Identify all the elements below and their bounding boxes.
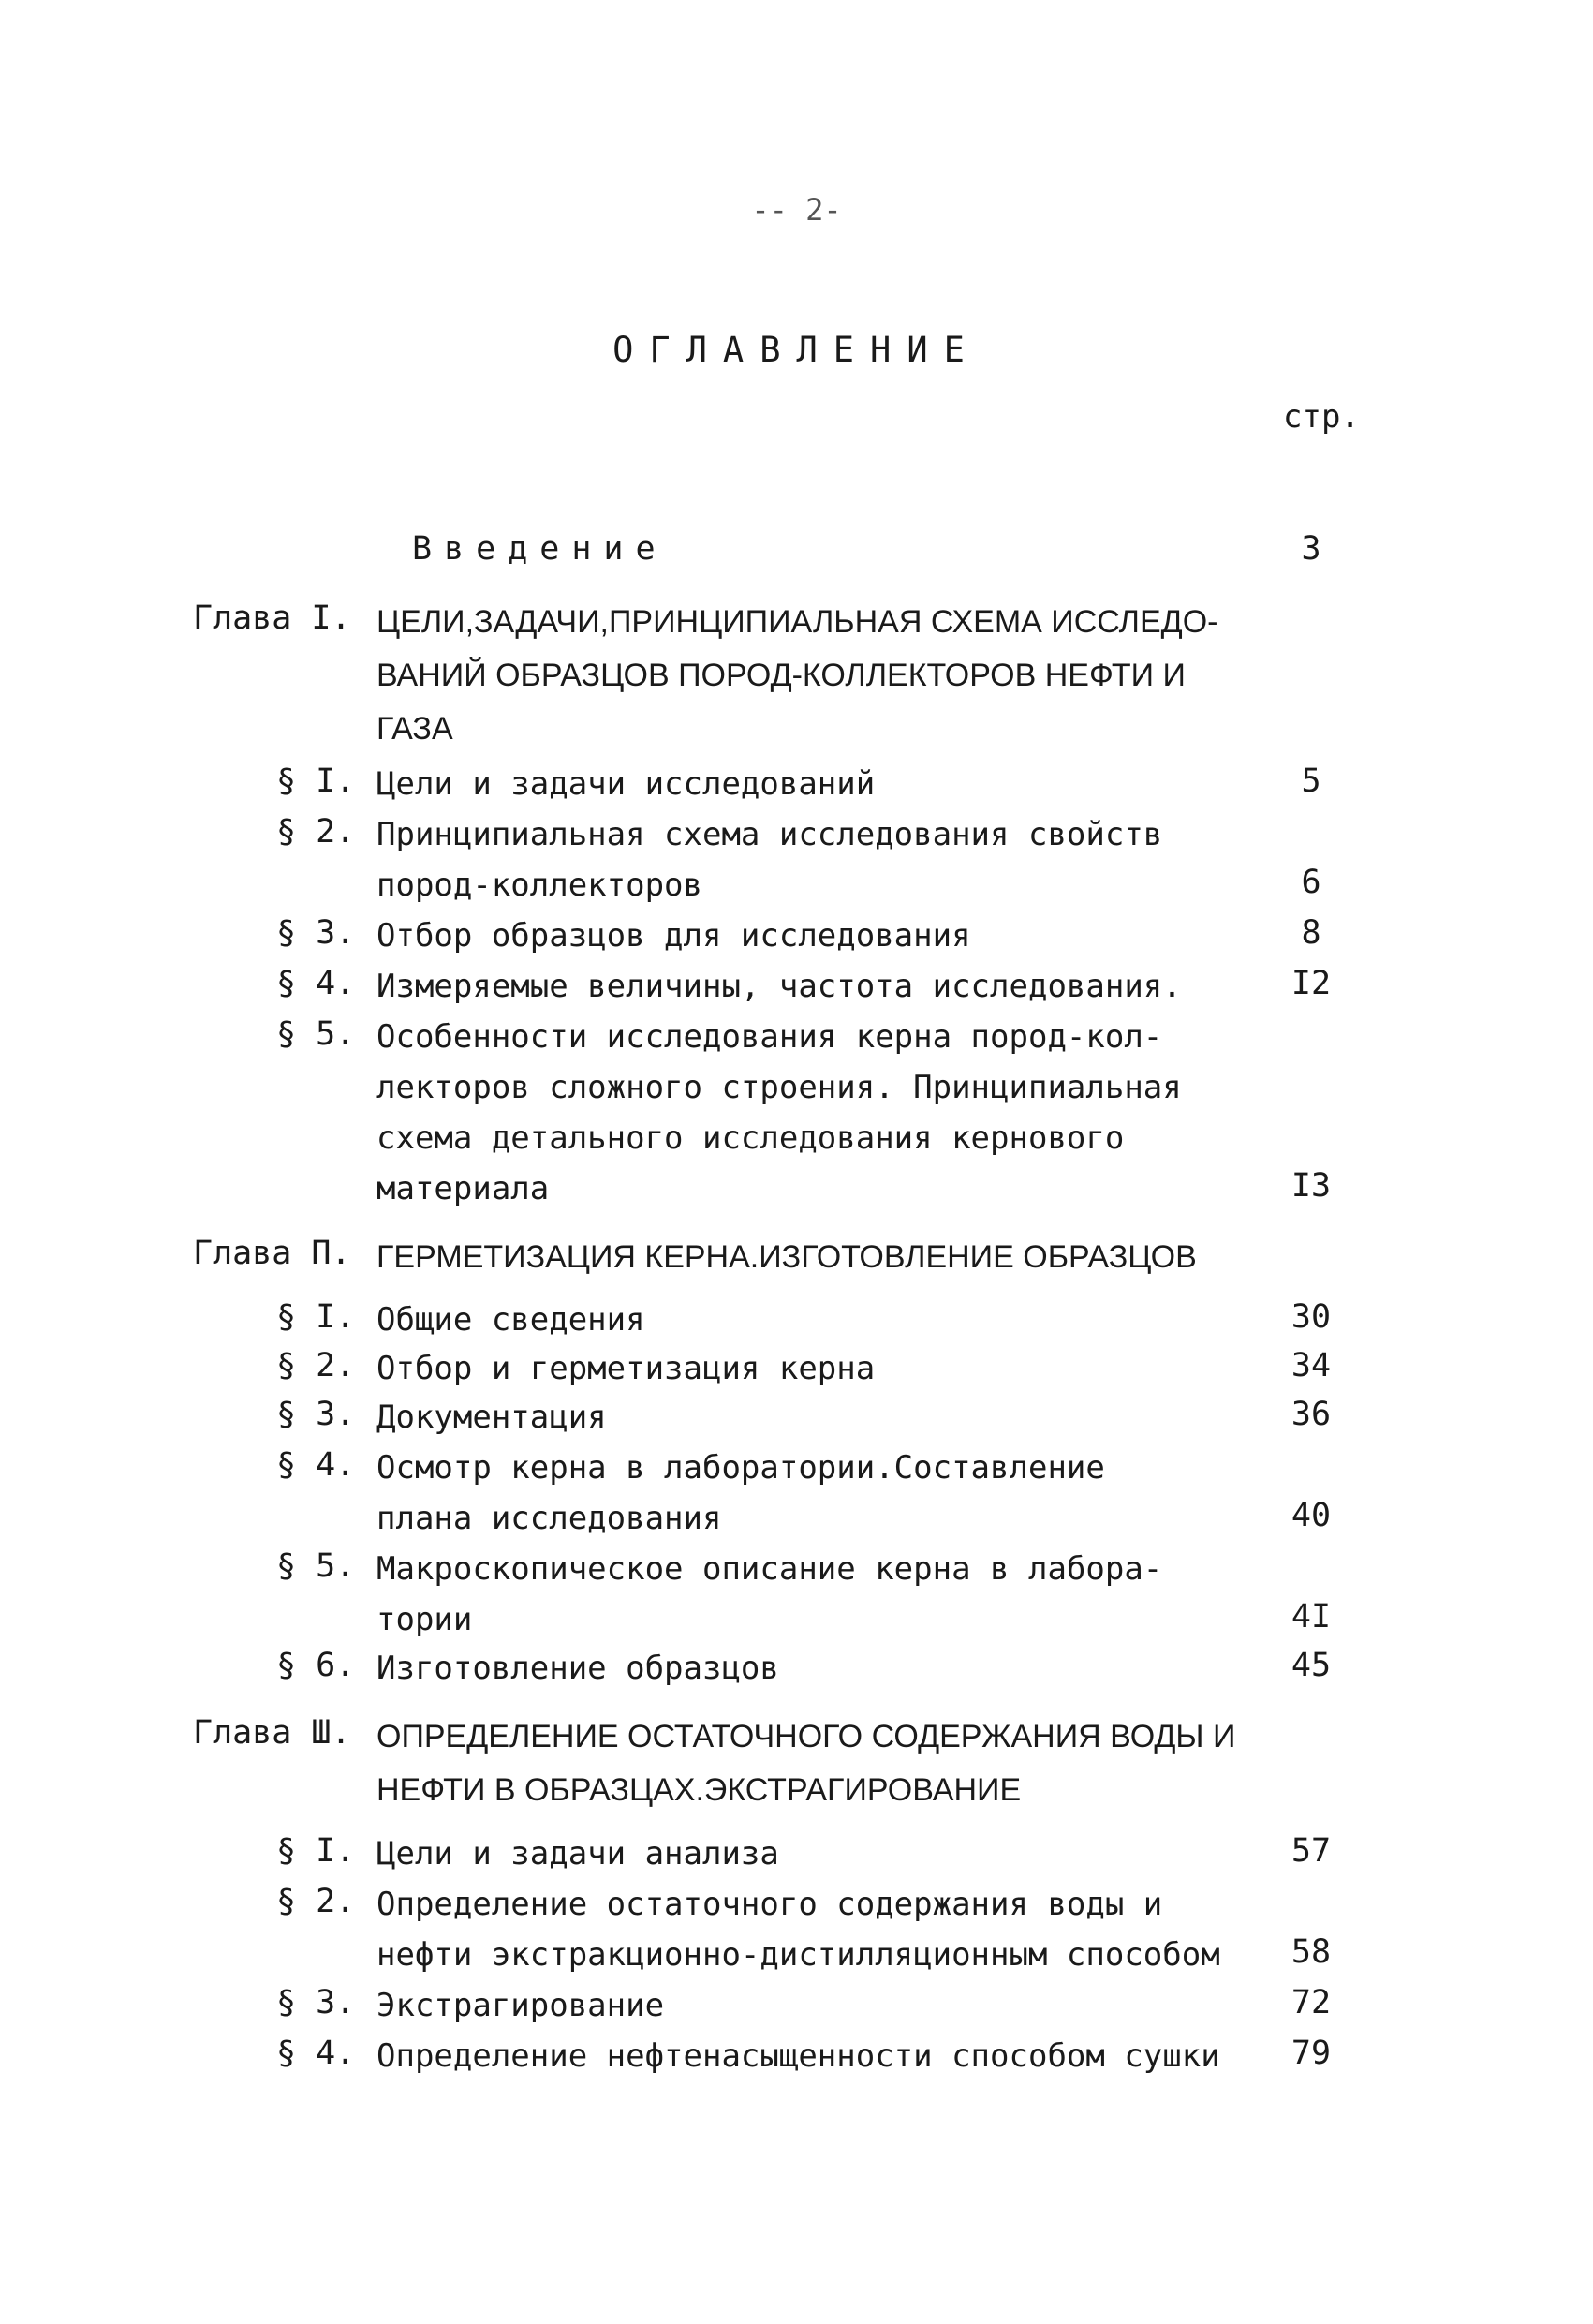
chapter-2-title-line: ГЕРМЕТИЗАЦИЯ КЕРНА.ИЗГОТОВЛЕНИЕ ОБРАЗЦОВ xyxy=(376,1239,1197,1275)
section-title-line: Измеряемые величины, частота исследования. xyxy=(376,968,1182,1005)
section-page: 72 xyxy=(1291,1984,1332,2021)
chapter-3-title-line: НЕФТИ В ОБРАЗЦАХ.ЭКСТРАГИРОВАНИЕ xyxy=(376,1772,1022,1808)
section-page: I3 xyxy=(1291,1167,1332,1205)
section-number: § 4. xyxy=(276,1446,356,1484)
section-page: 8 xyxy=(1301,914,1321,952)
introduction-label: Введение xyxy=(412,530,668,568)
section-page: 30 xyxy=(1291,1298,1332,1336)
section-title-line: Отбор и герметизация керна xyxy=(376,1350,876,1387)
section-page: 5 xyxy=(1301,762,1321,800)
chapter-3-label: Глава Ш. xyxy=(193,1714,351,1752)
section-title xyxy=(376,1643,1276,1694)
section-title xyxy=(376,809,1276,910)
section-title-line: нефти экстракционно-дистилляционным способом xyxy=(376,1936,1220,1974)
section-title xyxy=(376,1980,1276,2031)
section-number: § I. xyxy=(276,1298,356,1336)
section-title xyxy=(376,1879,1276,1980)
chapter-2-label: Глава П. xyxy=(193,1235,351,1272)
section-number: § 6. xyxy=(276,1647,356,1684)
section-title-line: материала xyxy=(376,1170,550,1207)
section-number: § 2. xyxy=(276,813,356,851)
section-number: § 3. xyxy=(276,1396,356,1433)
section-page: 4I xyxy=(1291,1598,1332,1636)
page-column-label: стр. xyxy=(1283,398,1360,436)
section-title-line: Экстрагирование xyxy=(376,1987,665,2024)
section-page: 40 xyxy=(1291,1497,1332,1534)
section-title-line: схема детального исследования кернового xyxy=(376,1119,1125,1157)
document-title: ОГЛАВЛЕНИЕ xyxy=(612,330,981,370)
section-title xyxy=(376,1544,1276,1645)
section-title-line: Цели и задачи анализа xyxy=(376,1835,779,1873)
section-title xyxy=(376,1392,1276,1443)
section-title xyxy=(376,910,1276,961)
chapter-1-title-line: ЦЕЛИ,ЗАДАЧИ,ПРИНЦИПИАЛЬНАЯ СХЕМА ИССЛЕДО- xyxy=(376,604,1218,640)
section-page: 57 xyxy=(1291,1832,1332,1870)
section-number: § 5. xyxy=(276,1015,356,1053)
section-number: § 5. xyxy=(276,1547,356,1585)
section-title-line: тории xyxy=(376,1601,473,1638)
section-title-line: Определение остаточного содержания воды и xyxy=(376,1886,1163,1923)
section-title-line: пород-коллекторов xyxy=(376,866,702,904)
section-page: 6 xyxy=(1301,864,1321,901)
section-title-line: Определение нефтенасыщенности способом сушки xyxy=(376,2037,1220,2075)
chapter-1-title-line: ВАНИЙ ОБРАЗЦОВ ПОРОД-КОЛЛЕКТОРОВ НЕФТИ И xyxy=(376,658,1186,693)
section-number: § I. xyxy=(276,1832,356,1870)
section-page: I2 xyxy=(1291,965,1332,1002)
section-title-line: Принципиальная схема исследования свойств xyxy=(376,816,1163,853)
section-page: 36 xyxy=(1291,1396,1332,1433)
section-title-line: Цели и задачи исследований xyxy=(376,765,876,803)
section-title xyxy=(376,1443,1276,1544)
section-title-line: Документация xyxy=(376,1399,607,1436)
section-title xyxy=(376,1295,1276,1345)
section-title-line: Осмотр керна в лаборатории.Составление xyxy=(376,1449,1105,1487)
section-page: 45 xyxy=(1291,1647,1332,1684)
chapter-2-title xyxy=(376,1231,1276,1284)
section-title xyxy=(376,1828,1276,1879)
section-number: § 4. xyxy=(276,965,356,1002)
section-title xyxy=(376,1343,1276,1394)
section-title-line: Отбор образцов для исследования xyxy=(376,917,971,955)
chapter-3-title-line: ОПРЕДЕЛЕНИЕ ОСТАТОЧНОГО СОДЕРЖАНИЯ ВОДЫ И xyxy=(376,1719,1236,1754)
page-number: -- 2- xyxy=(751,192,842,228)
chapter-1-title-line: ГАЗА xyxy=(376,711,453,747)
section-number: § 3. xyxy=(276,914,356,952)
section-title-line: Изготовление образцов xyxy=(376,1650,779,1687)
section-title xyxy=(376,1012,1276,1214)
section-title-line: плана исследования xyxy=(376,1500,722,1537)
section-title-line: Общие сведения xyxy=(376,1301,645,1339)
chapter-3-title xyxy=(376,1710,1276,1817)
section-number: § I. xyxy=(276,762,356,800)
section-title xyxy=(376,961,1276,1012)
section-page: 79 xyxy=(1291,2035,1332,2072)
section-number: § 4. xyxy=(276,2035,356,2072)
chapter-1-title xyxy=(376,596,1276,756)
section-title-line: лекторов сложного строения. Принципиальная xyxy=(376,1069,1182,1106)
introduction-page: 3 xyxy=(1301,530,1321,568)
section-title xyxy=(376,2031,1276,2081)
section-number: § 2. xyxy=(276,1347,356,1384)
chapter-1-label: Глава I. xyxy=(193,600,351,637)
section-title xyxy=(376,759,1276,809)
section-page: 34 xyxy=(1291,1347,1332,1384)
section-page: 58 xyxy=(1291,1933,1332,1971)
section-number: § 3. xyxy=(276,1984,356,2021)
section-title-line: Макроскопическое описание керна в лабора- xyxy=(376,1550,1163,1588)
section-number: § 2. xyxy=(276,1883,356,1920)
section-title-line: Особенности исследования керна пород-кол- xyxy=(376,1018,1163,1056)
